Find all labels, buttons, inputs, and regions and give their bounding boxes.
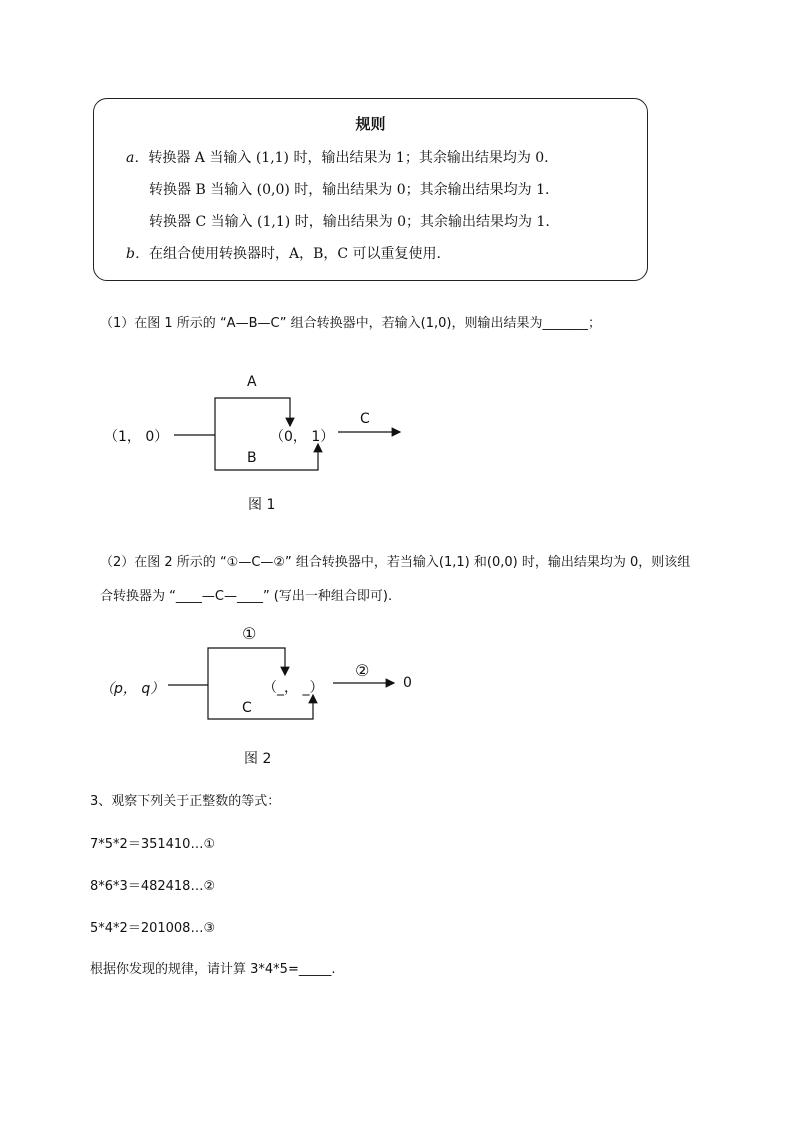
fig2-middle-label: （_， _） bbox=[263, 680, 324, 696]
rule-a-prefix: a． bbox=[126, 150, 149, 166]
rule-line-c: 转换器 C 当输入 (1,1) 时，输出结果为 0；其余输出结果均为 1. bbox=[149, 214, 550, 230]
rule-d-text: 在组合使用转换器时，A，B，C 可以重复使用. bbox=[148, 246, 441, 262]
fig1-top-label: A bbox=[247, 374, 257, 390]
question3-ask: 根据你发现的规律，请计算 3*4*5=_____. bbox=[90, 962, 336, 977]
rules-title: 规则 bbox=[355, 115, 386, 133]
question3-eq3: 5*4*2＝201008…③ bbox=[90, 921, 216, 936]
question2-line1: （2）在图 2 所示的 “①—C—②” 组合转换器中，若当输入(1,1) 和(0,0) 时，输出结果均为 0，则该组 bbox=[100, 555, 691, 570]
fig2-top-label: ① bbox=[242, 624, 257, 643]
fig2-right-label: ② bbox=[355, 661, 370, 680]
question2-line2: 合转换器为 “____—C—____” (写出一种组合即可). bbox=[100, 589, 393, 604]
rule-line-b: 转换器 B 当输入 (0,0) 时，输出结果为 0；其余输出结果均为 1. bbox=[149, 182, 550, 198]
question3-eq2: 8*6*3＝482418…② bbox=[90, 879, 216, 894]
question1-text: （1）在图 1 所示的 “A—B—C” 组合转换器中，若输入(1,0)，则输出结果为_______； bbox=[100, 316, 601, 331]
rule-d-prefix: b． bbox=[126, 246, 149, 262]
fig2-input-label: （p， q） bbox=[100, 681, 165, 697]
question3-intro: 3、观察下列关于正整数的等式： bbox=[90, 794, 281, 809]
fig1-middle-label: （0， 1） bbox=[270, 429, 335, 445]
question3-eq1: 7*5*2＝351410…① bbox=[90, 837, 216, 852]
fig2-output-label: 0 bbox=[403, 675, 412, 691]
rule-line-a bbox=[126, 147, 549, 167]
fig1-caption: 图 1 bbox=[248, 497, 276, 513]
rule-a-text: 转换器 A 当输入 (1,1) 时，输出结果为 1；其余输出结果均为 0. bbox=[148, 150, 549, 166]
fig2-bottom-label: C bbox=[242, 700, 252, 716]
rule-line-d bbox=[126, 243, 441, 263]
rules-box bbox=[93, 98, 648, 281]
fig1-input-label: （1， 0） bbox=[104, 429, 169, 445]
fig2-caption: 图 2 bbox=[244, 751, 272, 767]
figure2-diagram bbox=[0, 615, 794, 735]
fig1-bottom-label: B bbox=[247, 450, 257, 466]
fig1-right-label: C bbox=[360, 411, 370, 427]
